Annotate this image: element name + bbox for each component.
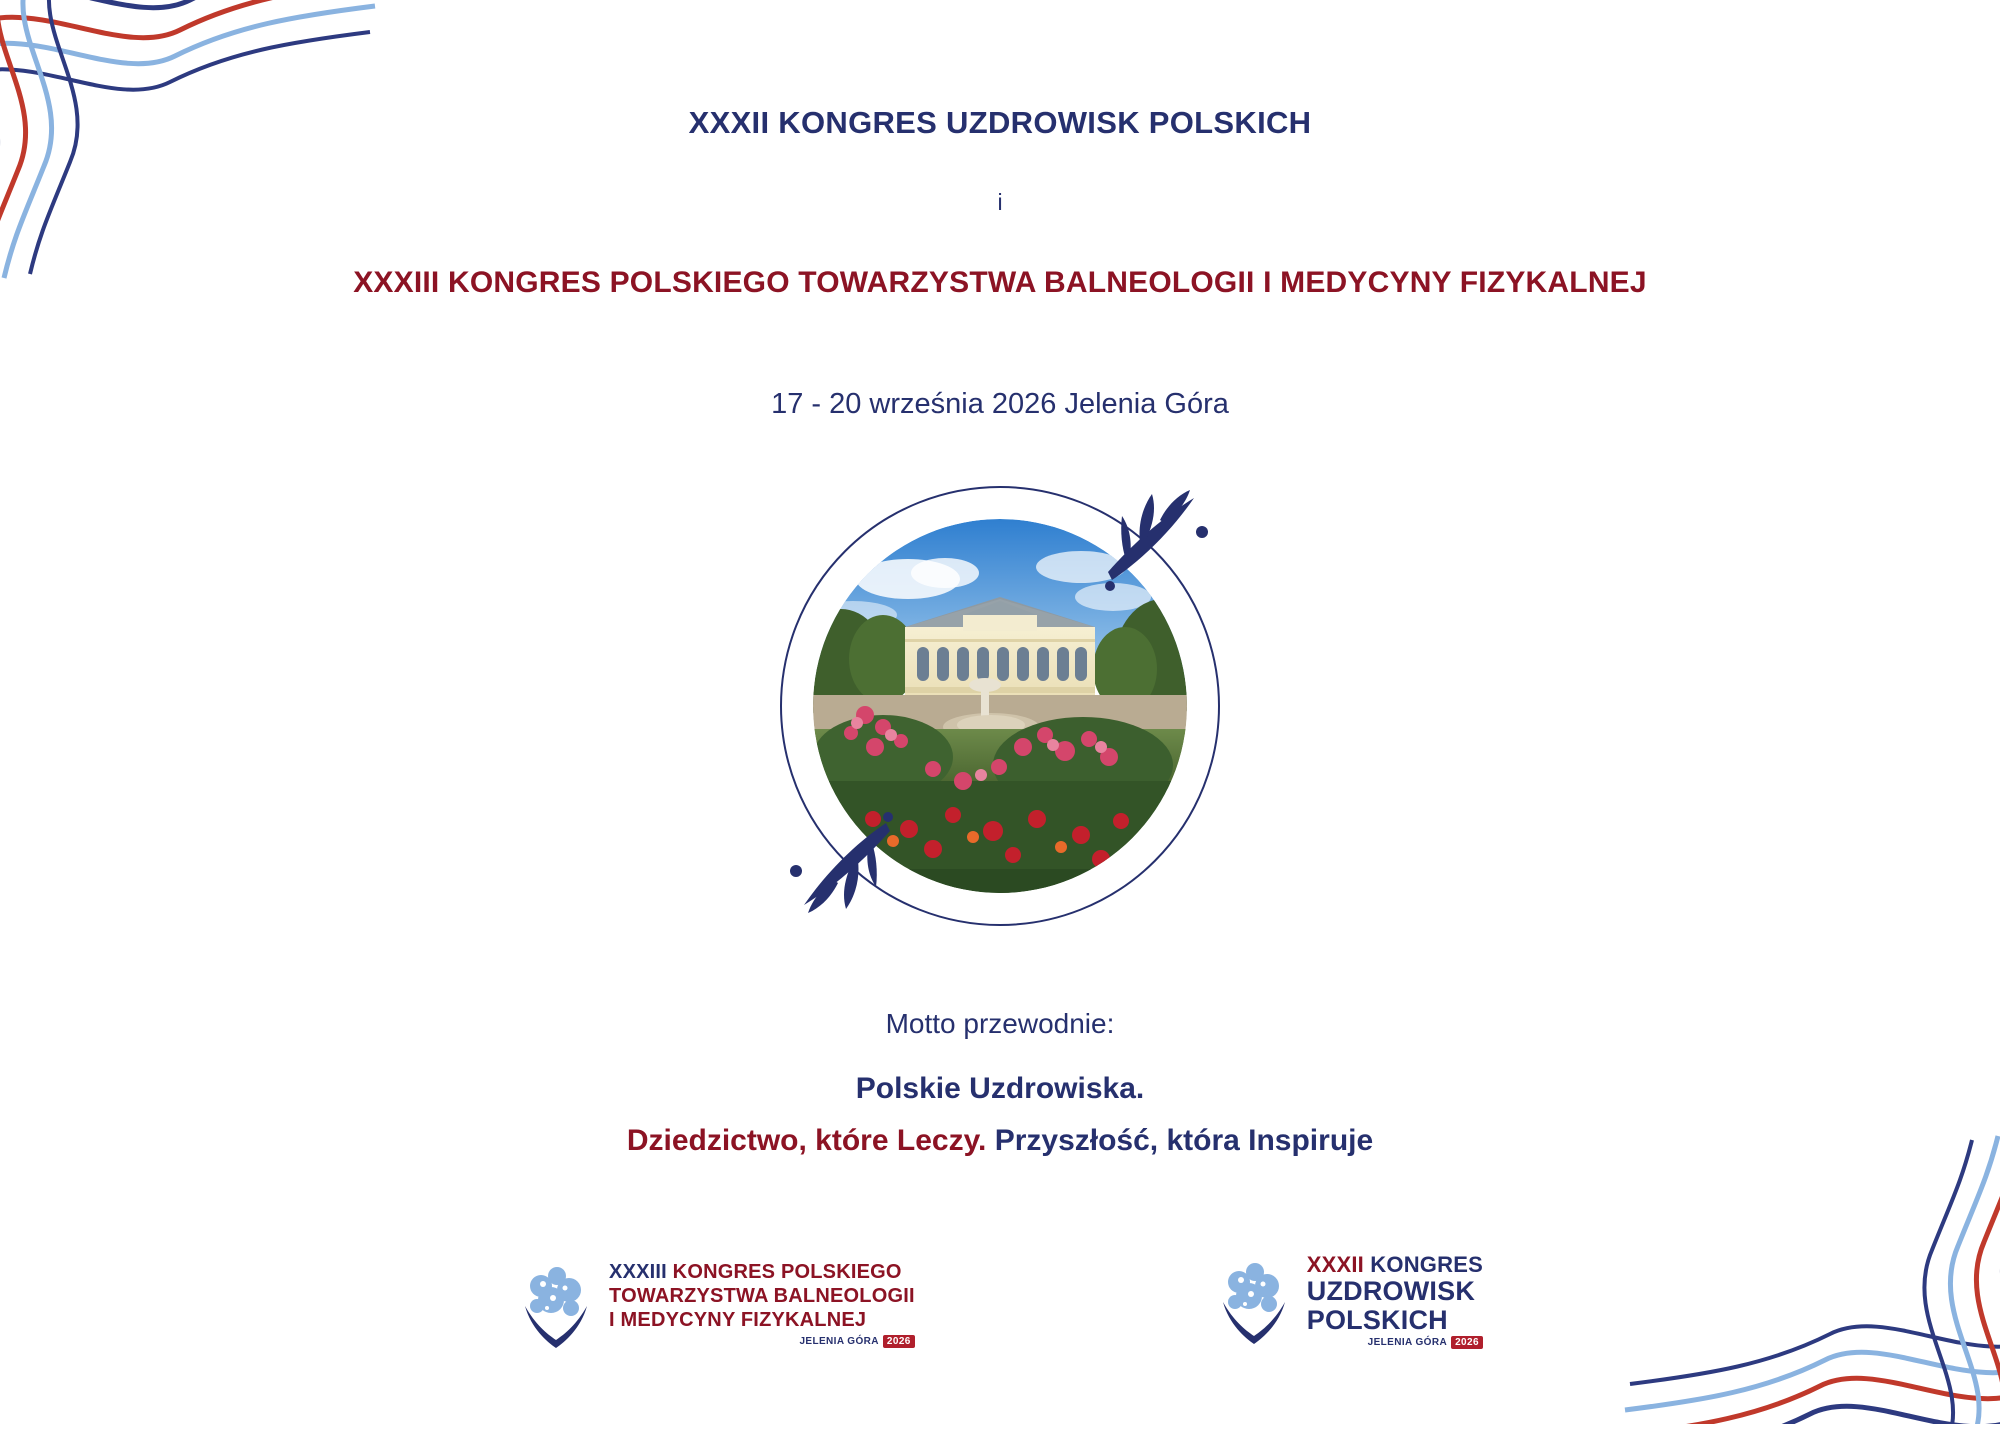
- motto-lead-label: Motto przewodnie:: [885, 1008, 1115, 1039]
- logo-kup-city-name: JELENIA GÓRA: [1367, 1337, 1448, 1348]
- logo-ptbmf-city-name: JELENIA GÓRA: [799, 1336, 879, 1348]
- photo-medallion: [780, 486, 1220, 926]
- logo-ptbmf-roman: XXXIII: [609, 1261, 667, 1284]
- logo-kup-text: [1307, 1254, 1483, 1348]
- motto-block: [0, 1008, 2000, 1158]
- motto-line-2-part-2: Przyszłość, która Inspiruje: [986, 1124, 1374, 1157]
- logo-kup-line-3: POLSKICH: [1306, 1305, 1448, 1335]
- logo-ptbmf-line-2: TOWARZYSTWA BALNEOLOGII: [609, 1285, 915, 1308]
- water-droplet-logo-icon: [517, 1262, 595, 1348]
- motto-line-2-part-1: Dziedzictwo, które Leczy.: [626, 1124, 987, 1157]
- logo-ptbmf-year: 2026: [883, 1335, 915, 1348]
- footer-logos: [0, 1254, 2000, 1348]
- water-droplet-logo-icon: [1215, 1258, 1293, 1344]
- motto-line-2: [0, 1124, 2000, 1158]
- title-conjunction: i: [997, 189, 1003, 215]
- page-title-primary: XXXII KONGRES UZDROWISK POLSKICH: [688, 105, 1312, 140]
- motto-line-1: Polskie Uzdrowiska.: [855, 1072, 1145, 1105]
- leaf-ornament-top-right: [1094, 488, 1214, 603]
- logo-kup-line-2: UZDROWISK: [1306, 1276, 1476, 1306]
- logo-ptbmf-line-1: KONGRES POLSKIEGO: [666, 1261, 902, 1284]
- page-title-secondary: XXXIII KONGRES POLSKIEGO TOWARZYSTWA BALNEOLOGII I MEDYCYNY FIZYKALNEJ: [353, 266, 1647, 299]
- logo-kup: [1215, 1254, 1483, 1348]
- logo-ptbmf-city: [609, 1336, 915, 1348]
- logo-kup-year: 2026: [1451, 1336, 1483, 1349]
- logo-kup-roman: XXXII: [1306, 1252, 1364, 1277]
- logo-kup-line-1: KONGRES: [1364, 1252, 1483, 1277]
- logo-ptbmf-line-3: I MEDYCYNY FIZYKALNEJ: [609, 1308, 867, 1331]
- logo-ptbmf-text: [609, 1261, 915, 1348]
- logo-ptbmf: [517, 1261, 915, 1348]
- leaf-ornament-bottom-left: [784, 805, 904, 920]
- logo-kup-city: [1307, 1338, 1483, 1348]
- title-block: [0, 105, 2000, 421]
- event-date-location: 17 - 20 września 2026 Jelenia Góra: [771, 388, 1229, 420]
